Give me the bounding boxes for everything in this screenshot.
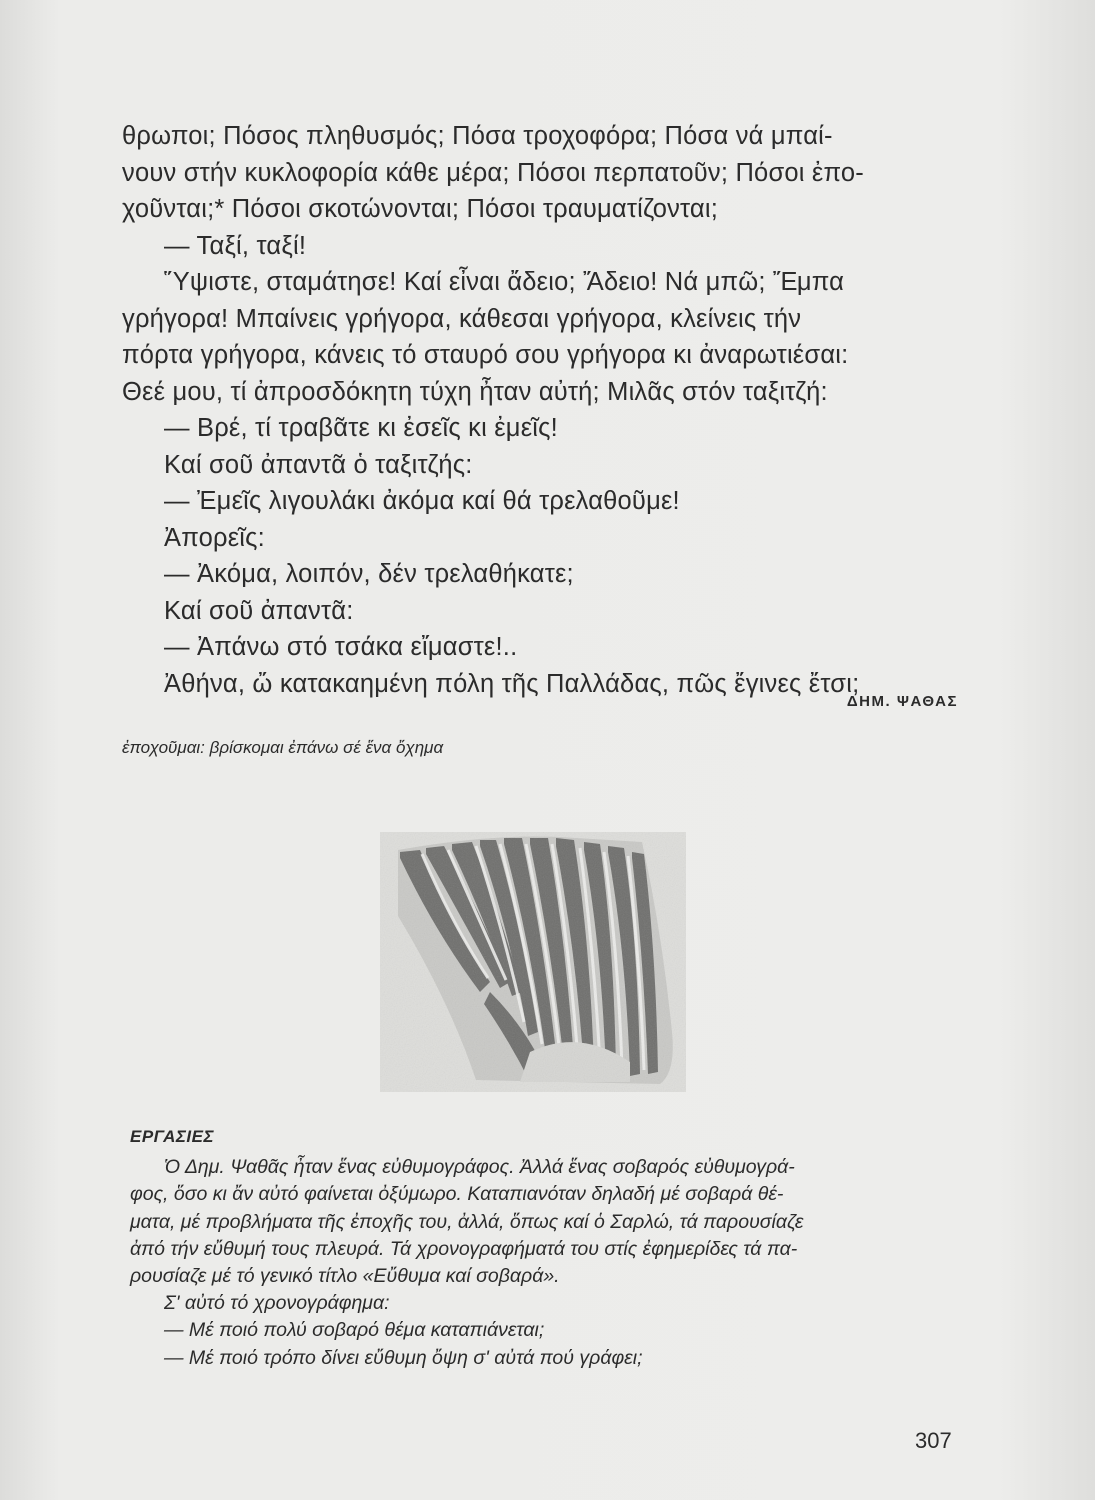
story-text <box>122 118 962 702</box>
footnote-definition: βρίσκομαι ἐπάνω σέ ἕνα ὄχημα <box>209 738 444 757</box>
section-heading: ΕΡΓΑΣΙΕΣ <box>130 1127 214 1146</box>
illustration <box>380 832 686 1092</box>
text-line: — Ἐμεῖς λιγουλάκι ἀκόμα καί θά τρελαθοῦμε! <box>164 487 680 515</box>
text-line: — Βρέ, τί τραβᾶτε κι ἐσεῖς κι ἐμεῖς! <box>164 414 558 442</box>
page-number: 307 <box>915 1428 952 1453</box>
footnote <box>122 738 443 758</box>
task-question: — Μέ ποιό τρόπο δίνει εὔθυμη ὄψη σ' αὐτά πού γράφει; <box>164 1346 643 1369</box>
text-line: γρήγορα! Μπαίνεις γρήγορα, κάθεσαι γρήγορα, κλείνεις τήν <box>122 304 802 333</box>
footnote-term: ἐποχοῦμαι: <box>122 738 205 757</box>
task-line: ματα, μέ προβλήματα τῆς ἐποχῆς του, ἀλλά, ὅπως καί ὁ Σαρλώ, τά παρουσίαζε <box>130 1210 804 1233</box>
task-line: Σ' αὐτό τό χρονογράφημα: <box>164 1292 390 1315</box>
text-line: — Ἀκόμα, λοιπόν, δέν τρελαθήκατε; <box>164 560 574 588</box>
tasks-section <box>130 1123 970 1372</box>
text-line: — Ἀπάνω στό τσάκα εἴμαστε!.. <box>164 633 518 661</box>
text-line: νουν στήν κυκλοφορία κάθε μέρα; Πόσοι περπατοῦν; Πόσοι ἐπο- <box>122 158 864 187</box>
text-line: Ἀπορεῖς: <box>164 523 265 552</box>
text-line: Ἀθήνα, ὤ κατακαημένη πόλη τῆς Παλλάδας, πῶς ἔγινες ἔτσι; <box>164 669 860 698</box>
text-line: — Ταξί, ταξί! <box>164 231 307 260</box>
task-line: ρουσίαζε μέ τό γενικό τίτλο «Εὔθυμα καί σοβαρά». <box>130 1265 560 1288</box>
task-line: ἀπό τήν εὔθυμή τους πλευρά. Τά χρονογραφήματά του στίς ἐφημερίδες τά πα- <box>130 1237 798 1260</box>
text-line: Καί σοῦ ἀπαντᾶ: <box>164 596 354 625</box>
task-question: — Μέ ποιό πολύ σοβαρό θέμα καταπιάνεται; <box>164 1319 545 1342</box>
text-line: χοῦνται;* Πόσοι σκοτώνονται; Πόσοι τραυματίζονται; <box>122 195 719 223</box>
author-signature: ΔΗΜ. ΨΑΘΑΣ <box>846 693 958 710</box>
text-line: Ὕψιστε, σταμάτησε! Καί εἶναι ἄδειο; Ἄδειο! Νά μπῶ; Ἔμπα <box>164 268 845 296</box>
text-line: Θεέ μου, τί ἀπροσδόκητη τύχη ἦταν αὐτή; Μιλᾶς στόν ταξιτζή: <box>122 377 828 406</box>
text-line: θρωποι; Πόσος πληθυσμός; Πόσα τροχοφόρα; Πόσα νά μπαί- <box>122 122 833 150</box>
task-line: φος, ὅσο κι ἄν αὐτό φαίνεται ὀξύμωρο. Καταπιανόταν δηλαδή μέ σοβαρά θέ- <box>130 1183 784 1206</box>
task-line: Ὁ Δημ. Ψαθᾶς ἦταν ἕνας εὐθυμογράφος. Ἀλλά ἕνας σοβαρός εὐθυμογρά- <box>164 1156 795 1179</box>
text-line: πόρτα γρήγορα, κάνεις τό σταυρό σου γρήγορα κι ἀναρωτιέσαι: <box>122 341 849 369</box>
text-line: Καί σοῦ ἀπαντᾶ ὁ ταξιτζής: <box>164 450 473 479</box>
